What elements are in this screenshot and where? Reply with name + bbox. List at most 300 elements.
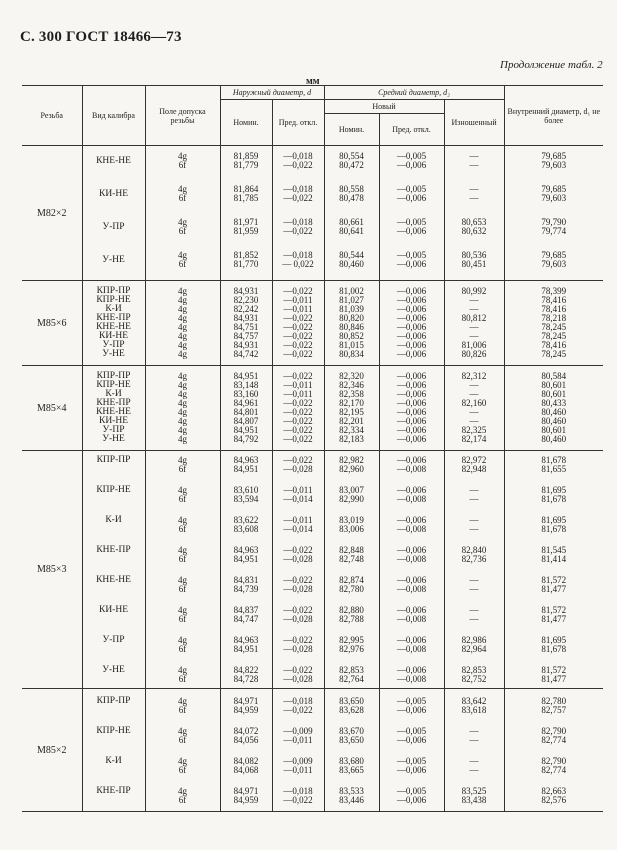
cell-value: 80,584: [541, 371, 567, 381]
header-tolerance: Поле допуска резьбы: [145, 86, 220, 146]
cell-value: —0,028: [283, 614, 313, 624]
cell-value: 83,006: [339, 524, 364, 534]
cell-value: 4g: [178, 416, 187, 426]
cell-value: —0,006: [396, 259, 427, 269]
cell-value: 6f: [178, 464, 187, 474]
cell-value: 84,963: [233, 545, 259, 555]
cell-value: —0,006: [396, 193, 427, 203]
cell-value: КПР-НЕ: [96, 485, 131, 495]
cell-value: 6f: [178, 584, 187, 594]
cell-value: —0,005: [396, 756, 427, 766]
cell-value: 4g: [178, 696, 187, 706]
header-gauge: Вид калибра: [82, 86, 145, 146]
cell-value: —: [469, 151, 479, 161]
cell-spacer: [83, 615, 145, 624]
cell-value: —0,018: [283, 184, 313, 194]
cell-value: 6f: [178, 735, 187, 745]
cell-value: —0,005: [396, 250, 427, 260]
cell-value: 6f: [178, 614, 187, 624]
cell-value: —0,006: [396, 635, 427, 645]
cell-value: 82,853: [461, 665, 487, 675]
thread-cell: М85×3: [22, 451, 82, 689]
cell-value: —0,011: [283, 515, 313, 525]
cell-value: КНЕ-НЕ: [96, 156, 131, 166]
cell-value: 82,757: [541, 705, 567, 715]
cell-value: 80,536: [461, 250, 487, 260]
cell-value: —0,028: [283, 464, 313, 474]
cell-value: 81,785: [233, 193, 259, 203]
cell-value: 81,545: [541, 545, 567, 555]
cell-value: 84,792: [233, 434, 259, 444]
cell-value: —: [469, 193, 479, 203]
cell-value: —0,008: [396, 584, 427, 594]
cell-value: —0,022: [283, 407, 313, 417]
cell-value: 83,160: [233, 389, 259, 399]
thread-group: [22, 451, 603, 689]
cell-spacer: [83, 645, 145, 654]
cell-value: У-ПР: [102, 340, 125, 350]
cell-value: 83,665: [339, 765, 364, 775]
mean-deviation-cell: [379, 689, 444, 812]
cell-value: —0,005: [396, 726, 427, 736]
cell-value: 6f: [178, 259, 187, 269]
cell-value: 84,961: [233, 398, 259, 408]
cell-value: —0,011: [283, 380, 313, 390]
cell-value: 80,472: [339, 160, 364, 170]
cell-value: —: [469, 494, 479, 504]
cell-value: 4g: [178, 380, 187, 390]
cell-value: —0,006: [396, 407, 427, 417]
cell-value: —0,022: [283, 795, 313, 805]
cell-value: —0,022: [283, 455, 313, 465]
cell-value: 82,334: [339, 425, 364, 435]
mean-nominal-cell: [324, 146, 379, 281]
cell-value: —0,028: [283, 644, 313, 654]
cell-value: 84,931: [233, 286, 259, 296]
cell-value: 81,770: [233, 259, 259, 269]
inner-cell: [504, 146, 603, 281]
cell-value: 4g: [178, 250, 187, 260]
mean-deviation-cell: [379, 281, 444, 366]
outer-nominal-cell: [220, 689, 272, 812]
cell-value: 82,972: [461, 455, 487, 465]
cell-value: 84,837: [233, 605, 259, 615]
cell-value: 4g: [178, 665, 187, 675]
cell-value: —0,018: [283, 786, 313, 796]
cell-value: 83,525: [461, 786, 487, 796]
header-mean-deviation: Пред. откл.: [379, 114, 444, 146]
cell-value: 81,852: [233, 250, 259, 260]
cell-value: 80,601: [541, 425, 567, 435]
cell-value: 82,964: [461, 644, 487, 654]
mean-deviation-cell: [379, 366, 444, 451]
cell-value: —0,011: [283, 389, 313, 399]
cell-value: 4g: [178, 635, 187, 645]
cell-value: 81,572: [541, 605, 567, 615]
cell-value: 6f: [178, 554, 187, 564]
cell-value: —0,011: [283, 485, 313, 495]
cell-value: —0,028: [283, 674, 313, 684]
cell-value: 81,572: [541, 575, 567, 585]
cell-value: —0,022: [283, 349, 313, 359]
cell-value: 78,245: [541, 331, 567, 341]
tolerance-cell: [145, 451, 220, 689]
thread-group: [22, 281, 603, 366]
tolerance-cell: [145, 366, 220, 451]
cell-spacer: [83, 766, 145, 775]
cell-value: 82,748: [339, 554, 364, 564]
mean-nominal-cell: [324, 451, 379, 689]
cell-value: —0,006: [396, 455, 427, 465]
cell-value: 4g: [178, 786, 187, 796]
cell-value: 81,006: [461, 340, 487, 350]
gauge-cell: [82, 689, 145, 812]
cell-value: 78,416: [541, 304, 567, 314]
cell-value: У-НЕ: [102, 434, 125, 444]
cell-value: 83,642: [461, 696, 487, 706]
header-worn: Изношенный: [444, 100, 504, 146]
outer-nominal-cell: [220, 281, 272, 366]
cell-value: 84,739: [233, 584, 259, 594]
cell-value: 80,451: [461, 259, 487, 269]
header-mean-nominal: Номин.: [324, 114, 379, 146]
cell-value: —0,011: [283, 735, 313, 745]
cell-value: —0,022: [283, 331, 313, 341]
cell-value: 78,245: [541, 349, 567, 359]
cell-value: 4g: [178, 485, 187, 495]
inner-cell: [504, 281, 603, 366]
cell-spacer: [83, 706, 145, 715]
cell-value: 80,460: [541, 434, 567, 444]
cell-spacer: [83, 736, 145, 745]
cell-value: К-И: [105, 756, 122, 766]
cell-value: —0,008: [396, 464, 427, 474]
cell-value: 6f: [178, 226, 187, 236]
cell-value: 78,416: [541, 295, 567, 305]
cell-value: —0,028: [283, 554, 313, 564]
cell-value: —0,005: [396, 217, 427, 227]
cell-value: 84,951: [233, 371, 259, 381]
cell-value: КНЕ-ПР: [96, 313, 131, 323]
cell-value: —0,006: [396, 389, 427, 399]
cell-value: 83,670: [339, 726, 364, 736]
cell-value: 82,346: [339, 380, 364, 390]
cell-value: 80,601: [541, 389, 567, 399]
cell-value: 82,840: [461, 545, 487, 555]
cell-spacer: [83, 265, 145, 274]
cell-value: 82,764: [339, 674, 364, 684]
tolerance-cell: [145, 146, 220, 281]
cell-value: 83,680: [339, 756, 364, 766]
cell-value: —0,006: [396, 765, 427, 775]
cell-value: 80,826: [461, 349, 487, 359]
cell-value: 81,971: [233, 217, 259, 227]
cell-value: 83,650: [339, 696, 364, 706]
header-mean-diameter: Средний диаметр, d₂: [324, 86, 504, 100]
cell-value: —: [469, 304, 479, 314]
cell-value: 81,655: [541, 464, 567, 474]
cell-value: 84,807: [233, 416, 259, 426]
cell-value: 82,790: [541, 726, 567, 736]
header-inner-diameter: Внутренний диаметр, d₁ не более: [504, 86, 603, 146]
cell-value: —: [469, 524, 479, 534]
cell-value: 81,477: [541, 614, 567, 624]
cell-value: 80,653: [461, 217, 487, 227]
cell-value: 80,478: [339, 193, 364, 203]
cell-value: 82,160: [461, 398, 487, 408]
cell-value: —0,028: [283, 584, 313, 594]
cell-value: 81,039: [339, 304, 364, 314]
cell-value: 83,594: [233, 494, 259, 504]
cell-value: 84,072: [233, 726, 259, 736]
cell-value: 78,245: [541, 322, 567, 332]
cell-value: —0,009: [283, 726, 313, 736]
cell-value: —0,005: [396, 786, 427, 796]
cell-value: 4g: [178, 304, 187, 314]
outer-deviation-cell: [272, 366, 324, 451]
cell-value: 82,312: [461, 371, 487, 381]
cell-value: —0,022: [283, 398, 313, 408]
worn-cell: [444, 366, 504, 451]
cell-value: 4g: [178, 286, 187, 296]
cell-value: —0,022: [283, 605, 313, 615]
cell-value: —0,022: [283, 193, 313, 203]
cell-value: —: [469, 515, 479, 525]
cell-value: —0,006: [396, 545, 427, 555]
tolerance-cell: [145, 689, 220, 812]
cell-value: —0,009: [283, 756, 313, 766]
cell-value: 82,183: [339, 434, 364, 444]
cell-value: КПР-ПР: [96, 455, 131, 465]
cell-value: 6f: [178, 524, 187, 534]
cell-value: —0,006: [396, 575, 427, 585]
cell-value: 84,963: [233, 455, 259, 465]
cell-value: У-ПР: [102, 425, 125, 435]
cell-value: 6f: [178, 160, 187, 170]
cell-value: КИ-НЕ: [98, 331, 129, 341]
cell-value: 82,848: [339, 545, 364, 555]
cell-value: 84,931: [233, 313, 259, 323]
cell-value: 79,774: [541, 226, 567, 236]
cell-spacer: [83, 166, 145, 175]
cell-value: 4g: [178, 151, 187, 161]
cell-value: —0,006: [396, 485, 427, 495]
cell-value: —0,006: [396, 416, 427, 426]
gauge-cell: [82, 146, 145, 281]
cell-value: 83,628: [339, 705, 364, 715]
cell-spacer: [83, 675, 145, 684]
cell-value: 81,678: [541, 524, 567, 534]
cell-value: КНЕ-НЕ: [96, 575, 131, 585]
cell-value: 82,358: [339, 389, 364, 399]
header-outer-diameter: Наружный диаметр, d: [220, 86, 324, 100]
cell-value: 4g: [178, 575, 187, 585]
cell-value: —0,006: [396, 605, 427, 615]
cell-value: —0,005: [396, 184, 427, 194]
cell-value: 84,742: [233, 349, 259, 359]
header-outer-deviation: Пред. откл.: [272, 100, 324, 146]
cell-value: 84,951: [233, 554, 259, 564]
cell-value: КНЕ-ПР: [96, 786, 131, 796]
cell-value: 84,963: [233, 635, 259, 645]
header-thread: Резьба: [22, 86, 82, 146]
cell-value: 81,477: [541, 674, 567, 684]
cell-value: 81,477: [541, 584, 567, 594]
cell-value: 81,695: [541, 635, 567, 645]
mean-deviation-cell: [379, 451, 444, 689]
cell-value: —0,008: [396, 554, 427, 564]
cell-value: 82,774: [541, 735, 567, 745]
cell-value: —0,006: [396, 665, 427, 675]
cell-value: КИ-НЕ: [98, 605, 129, 615]
cell-value: 83,608: [233, 524, 259, 534]
cell-value: 82,948: [461, 464, 487, 474]
cell-value: 4g: [178, 756, 187, 766]
cell-value: КПР-НЕ: [96, 295, 131, 305]
thread-group: [22, 689, 603, 812]
cell-value: 82,663: [541, 786, 567, 796]
cell-value: —0,008: [396, 524, 427, 534]
cell-value: —0,006: [396, 304, 427, 314]
cell-value: —0,022: [283, 226, 313, 236]
cell-value: 4g: [178, 322, 187, 332]
cell-value: КИ-НЕ: [98, 416, 129, 426]
cell-value: У-НЕ: [102, 349, 125, 359]
cell-value: 4g: [178, 295, 187, 305]
cell-value: КПР-НЕ: [96, 726, 131, 736]
cell-value: 84,751: [233, 322, 259, 332]
cell-value: 79,790: [541, 217, 567, 227]
cell-value: 82,325: [461, 425, 487, 435]
cell-value: —0,022: [283, 286, 313, 296]
header-new: Новый: [324, 100, 444, 114]
cell-value: —: [469, 160, 479, 170]
cell-value: —0,022: [283, 160, 313, 170]
cell-value: 80,632: [461, 226, 487, 236]
cell-value: У-ПР: [102, 222, 125, 232]
cell-value: 4g: [178, 455, 187, 465]
cell-value: —0,011: [283, 295, 313, 305]
table-row: [22, 146, 603, 281]
cell-value: —0,006: [396, 795, 427, 805]
cell-value: —0,022: [283, 322, 313, 332]
cell-value: 82,986: [461, 635, 487, 645]
cell-value: —0,006: [396, 735, 427, 745]
table-row: [22, 689, 603, 812]
cell-value: 84,801: [233, 407, 259, 417]
cell-value: —0,006: [396, 340, 427, 350]
cell-value: —0,006: [396, 160, 427, 170]
mean-nominal-cell: [324, 689, 379, 812]
inner-cell: [504, 451, 603, 689]
cell-value: КНЕ-НЕ: [96, 322, 131, 332]
tolerance-cell: [145, 281, 220, 366]
cell-value: 82,880: [339, 605, 364, 615]
cell-value: 6f: [178, 795, 187, 805]
cell-value: КНЕ-НЕ: [96, 407, 131, 417]
cell-value: КПР-НЕ: [96, 380, 131, 390]
cell-value: 80,544: [339, 250, 364, 260]
cell-value: 84,747: [233, 614, 259, 624]
gauge-table: [22, 85, 603, 812]
cell-value: —0,022: [283, 705, 313, 715]
inner-cell: [504, 366, 603, 451]
mean-deviation-cell: [379, 146, 444, 281]
cell-value: —0,006: [396, 425, 427, 435]
cell-value: —0,008: [396, 674, 427, 684]
cell-spacer: [83, 495, 145, 504]
cell-value: —0,005: [396, 696, 427, 706]
cell-value: 82,736: [461, 554, 487, 564]
table-header: [22, 86, 603, 146]
cell-value: 80,641: [339, 226, 364, 236]
cell-value: 82,174: [461, 434, 487, 444]
cell-value: 83,007: [339, 485, 364, 495]
cell-value: 80,558: [339, 184, 364, 194]
cell-value: —: [469, 614, 479, 624]
cell-value: —0,018: [283, 250, 313, 260]
cell-value: 4g: [178, 726, 187, 736]
cell-value: —0,008: [396, 644, 427, 654]
cell-value: 84,757: [233, 331, 259, 341]
thread-cell: М82×2: [22, 146, 82, 281]
cell-spacer: [83, 796, 145, 805]
cell-value: 6f: [178, 765, 187, 775]
cell-value: —0,022: [283, 434, 313, 444]
cell-value: 80,661: [339, 217, 364, 227]
cell-value: —: [469, 331, 479, 341]
cell-value: 82,853: [339, 665, 364, 675]
cell-value: —0,022: [283, 635, 313, 645]
cell-spacer: [83, 525, 145, 534]
cell-value: —0,011: [283, 765, 313, 775]
thread-group: [22, 146, 603, 281]
cell-value: 83,438: [461, 795, 487, 805]
cell-value: КНЕ-ПР: [96, 398, 131, 408]
cell-value: —0,022: [283, 545, 313, 555]
cell-value: 82,960: [339, 464, 364, 474]
cell-value: —0,006: [396, 705, 427, 715]
cell-value: 4g: [178, 371, 187, 381]
cell-value: 6f: [178, 674, 187, 684]
cell-value: 80,846: [339, 322, 364, 332]
outer-nominal-cell: [220, 146, 272, 281]
cell-value: КНЕ-ПР: [96, 545, 131, 555]
cell-value: —: [469, 756, 479, 766]
cell-value: 4g: [178, 184, 187, 194]
cell-value: 4g: [178, 407, 187, 417]
cell-value: —0,022: [283, 425, 313, 435]
cell-value: 81,959: [233, 226, 259, 236]
thread-group: [22, 366, 603, 451]
outer-deviation-cell: [272, 689, 324, 812]
cell-value: 81,027: [339, 295, 364, 305]
cell-value: 82,780: [541, 696, 567, 706]
inner-cell: [504, 689, 603, 812]
table-row: [22, 366, 603, 451]
cell-value: 6f: [178, 193, 187, 203]
cell-value: —0,008: [396, 614, 427, 624]
cell-value: —: [469, 389, 479, 399]
cell-value: —0,018: [283, 696, 313, 706]
cell-value: —0,018: [283, 217, 313, 227]
cell-value: —: [469, 575, 479, 585]
cell-value: 84,728: [233, 674, 259, 684]
cell-value: 82,752: [461, 674, 487, 684]
cell-value: —0,022: [283, 665, 313, 675]
gauge-cell: [82, 366, 145, 451]
cell-value: 82,976: [339, 644, 364, 654]
